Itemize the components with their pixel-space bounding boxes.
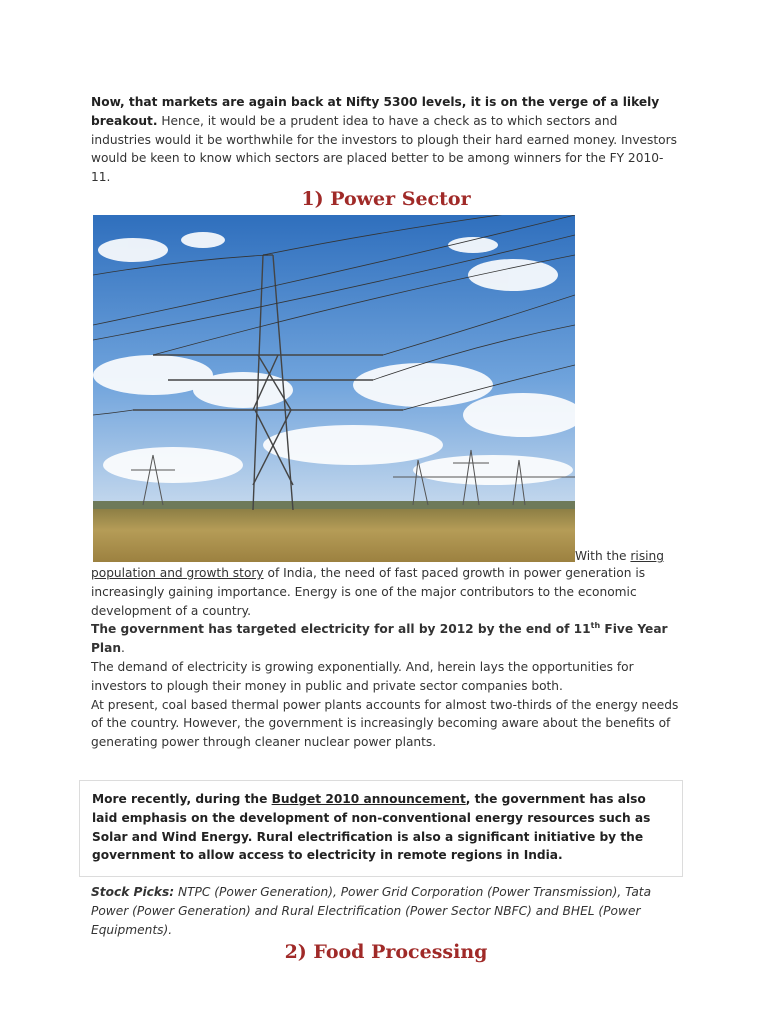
section-heading-food: 2) Food Processing [284,940,488,963]
intro-text: Hence, it would be a prudent idea to have a check as to which sectors and industries would it be worthwhile for the investors to plough their hard earned money. Investors would be keen to know which sectors are placed better to be among winners for the FY 2010-11. [91,113,677,185]
government-target [91,620,681,658]
stock-picks-label: Stock Picks: [91,885,175,900]
target-sup: th [590,621,601,631]
stock-picks-text: NTPC (Power Generation), Power Grid Corporation (Power Transmission), Tata Power (Power Generation) and Rural Electrification (Power Sector NBFC) and BHEL (Power Equipments). [91,885,652,937]
stock-picks [91,883,681,939]
population-growth-link[interactable]: population and growth story [91,565,264,580]
target-pre: The government has targeted electricity for all by 2012 by the end of 11 [91,622,591,637]
intro-paragraph [91,93,681,187]
power-paragraph-2: The demand of electricity is growing exponentially. And, herein lays the opportunities for investors to plough their money in public and private sector companies both. [91,659,634,693]
power-lines-photo [93,215,575,562]
power-paragraph-3: At present, coal based thermal power plants accounts for almost two-thirds of the energy needs of the country. However, the government is increasingly becoming aware about the benefits of generating power through cleaner nuclear power plants. [91,697,679,750]
power-text-1: of India, the need of fast paced growth in power generation is increasingly gaining importance. Energy is one of the major contributors to the economic development of a country. [91,565,646,618]
article [91,93,681,964]
budget-2010-link[interactable]: Budget 2010 announcement [271,791,466,806]
callout-pre: More recently, during the [92,791,272,806]
intro-bold: Now, that markets are again back at Nifty 5300 levels, it is on the verge of a likely breakout. [91,95,660,128]
target-post: Five Year Plan [91,622,668,656]
rising-link[interactable]: rising [630,548,665,563]
section-heading-power: 1) Power Sector [301,187,471,210]
target-bold [91,622,668,655]
lead-text: With the [575,548,631,563]
target-period: . [121,641,125,656]
after-photo-text [575,547,664,566]
power-paragraph-1 [91,564,681,620]
photo-line [91,215,681,565]
budget-callout [79,780,683,877]
callout-post: , the government has also laid emphasis on the development of non-conventional energy resources such as Solar and Wind Energy. Rural electrification is also a significant initiative by the government to allow access to electricity in remote regions in India. [92,791,651,863]
